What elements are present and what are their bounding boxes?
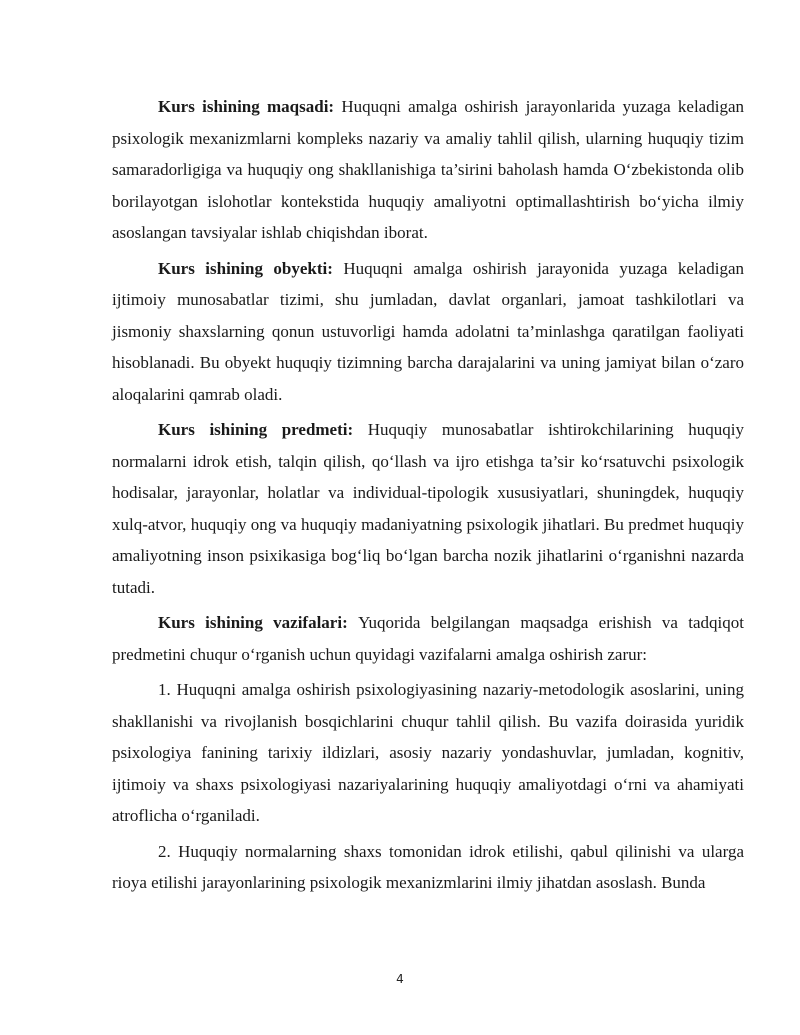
page-number: 4 <box>396 972 404 986</box>
paragraph-task-2 <box>112 836 744 899</box>
paragraph-text: 1. Huquqni amalga oshirish psixologiyasining nazariy-metodologik asoslarini, uning shakllanishi va rivojlanish bosqichlarini chuqur tahlil qilish. Bu vazifa doirasida yuridik psixologiya fanining tarixiy ildizlari, asosiy nazariy yondashuvlar, jumladan, kognitiv, ijtimoiy va shaxs psixologiyasi nazariyalarining huquqiy amaliyotdagi o‘rni va ahamiyati atroflicha o‘rganiladi. <box>112 680 744 825</box>
paragraph-heading: Kurs ishining predmeti: <box>158 420 368 439</box>
paragraph-course-goal <box>112 91 744 249</box>
paragraph-course-subject <box>112 414 744 603</box>
paragraph-heading: Kurs ishining obyekti: <box>158 258 344 278</box>
paragraph-text: Huquqiy munosabatlar ishtirokchilarining huquqiy normalarni idrok etish, talqin qilish, qo‘llash va ijro etishga ta’sir ko‘rsatuvchi psixologik hodisalar, jarayonlar, holatlar va individual-tipologik xususiyatlari, shuningdek, huquqiy xulq-atvor, huquqiy ong va huquqiy madaniyatning psixologik jihatlari. Bu predmet huquqiy amaliyotning inson psixikasiga bog‘liq bo‘lgan barcha nozik jihatlarini o‘rganishni nazarda tutadi. <box>112 420 744 597</box>
paragraph-heading: Kurs ishining vazifalari: <box>158 613 359 632</box>
paragraph-task-1 <box>112 674 744 832</box>
paragraph-text: 2. Huquqiy normalarning shaxs tomonidan idrok etilishi, qabul qilinishi va ularga rioya etilishi jarayonlarining psixologik mexanizmlarini ilmiy jihatdan asoslash. Bunda <box>112 841 744 892</box>
paragraph-text: Yuqorida belgilangan maqsadga erishish va tadqiqot predmetini chuqur o‘rganish uchun quyidagi vazifalarni amalga oshirish zarur: <box>112 613 744 664</box>
paragraph-text: Huquqni amalga oshirish jarayonlarida yuzaga keladigan psixologik mexanizmlarni kompleks nazariy va amaliy tahlil qilish, ularning huquqiy tizim samaradorligiga va huquqiy ong shakllanishiga ta’sirini baholash hamda O‘zbekistonda olib borilayotgan islohotlar kontekstida huquqiy amaliyotni optimallashtirish bo‘yicha ilmiy asoslangan tavsiyalar ishlab chiqishdan iborat. <box>112 97 744 242</box>
paragraph-heading: Kurs ishining maqsadi: <box>158 97 342 116</box>
paragraph-course-object <box>112 253 744 411</box>
paragraph-text: Huquqni amalga oshirish jarayonida yuzaga keladigan ijtimoiy munosabatlar tizimi, shu jumladan, davlat organlari, jamoat tashkilotlari va jismoniy shaxslarning qonun ustuvorligi hamda adolatni ta’minlashga qaratilgan faoliyati hisoblanadi. Bu obyekt huquqiy tizimning barcha darajalarini va uning jamiyat bilan o‘zaro aloqalarini qamrab oladi. <box>112 258 744 404</box>
paragraph-course-tasks <box>112 607 744 670</box>
